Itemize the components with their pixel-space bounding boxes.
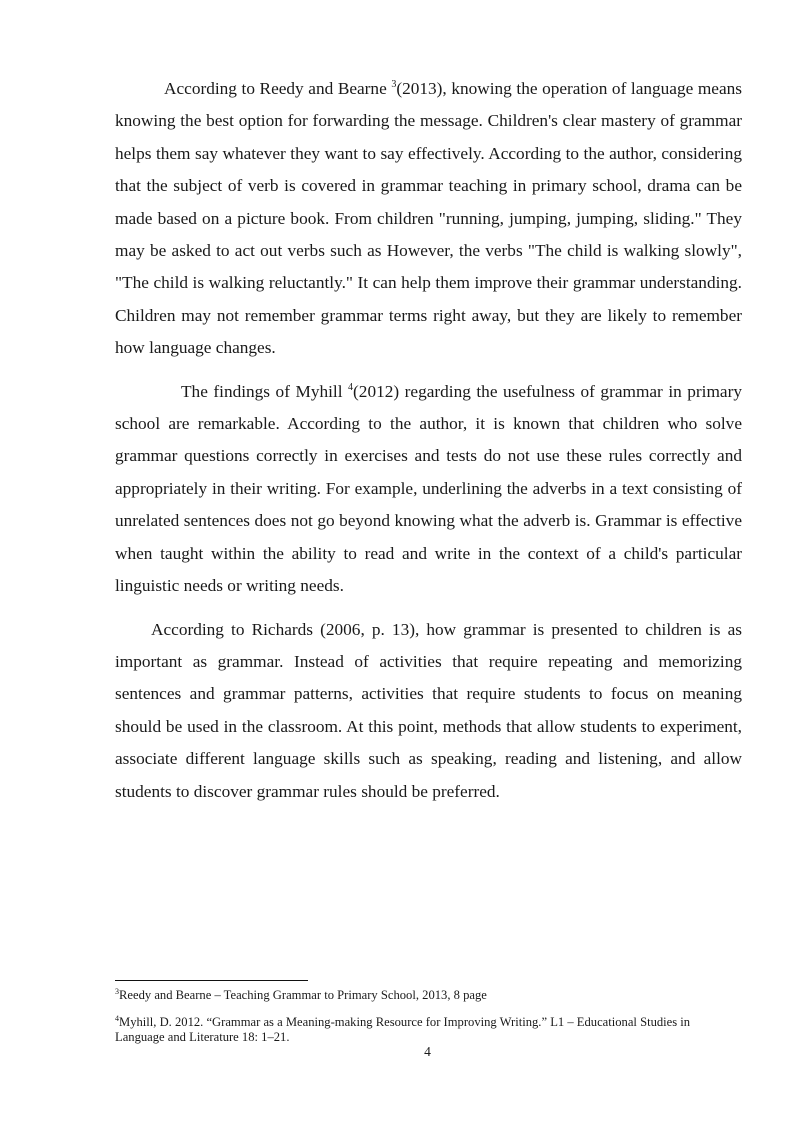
footnote-text: Myhill, D. 2012. “Grammar as a Meaning-making Resource for Improving Writing.” L1 – Educational Studies in Language and Literature 18: 1–21. bbox=[115, 1014, 691, 1044]
footnote-reference[interactable]: 3 bbox=[391, 79, 397, 90]
paragraph-text: (2013), knowing the operation of language means knowing the best option for forwarding the message. Children's clear mastery of grammar helps them say whatever they want to say effectively. According to the author, considering that the subject of verb is covered in grammar teaching in primary school, drama can be made based on a picture book. From children "running, jumping, jumping, sliding." They may be asked to act out verbs such as However, the verbs "The child is walking slowly", "The child is walking reluctantly." It can help them improve their grammar understanding. Children may not remember grammar terms right away, but they are likely to remember how language changes. bbox=[115, 79, 743, 358]
footnote-3 bbox=[115, 988, 742, 1004]
footnote-4 bbox=[115, 1015, 742, 1046]
footnote-separator bbox=[115, 980, 308, 981]
paragraph-text: The findings of Myhill bbox=[181, 381, 349, 401]
footnote-mark: 4 bbox=[115, 1013, 119, 1023]
paragraph-richards: According to Richards (2006, p. 13), how grammar is presented to children is as important as grammar. Instead of activities that require repeating and memorizing sentences and grammar patterns, activities that require students to focus on meaning should be used in the classroom. At this point, methods that allow students to experiment, associate different language skills such as speaking, reading and listening, and allow students to discover grammar rules should be preferred. bbox=[115, 619, 742, 801]
paragraph-reedy-bearne bbox=[115, 73, 742, 365]
paragraph-myhill bbox=[115, 376, 742, 603]
page-number: 4 bbox=[424, 1044, 431, 1059]
footnote-mark: 3 bbox=[115, 987, 119, 996]
footnote-reference[interactable]: 4 bbox=[348, 381, 354, 393]
paragraph-text: (2012) regarding the usefulness of grammar in primary school are remarkable. According to the author, it is known that children who solve grammar questions correctly in exercises and tests do not use these rules correctly and appropriately in their writing. For example, underlining the adverbs in a text consisting of unrelated sentences does not go beyond knowing what the adverb is. Grammar is effective when taught within the ability to read and write in the context of a child's particular linguistic needs or writing needs. bbox=[115, 381, 742, 596]
paragraph-text: According to Reedy and Bearne bbox=[164, 79, 392, 98]
footnote-text: Reedy and Bearne – Teaching Grammar to Primary School, 2013, 8 page bbox=[119, 988, 487, 1002]
body-text bbox=[115, 73, 742, 819]
